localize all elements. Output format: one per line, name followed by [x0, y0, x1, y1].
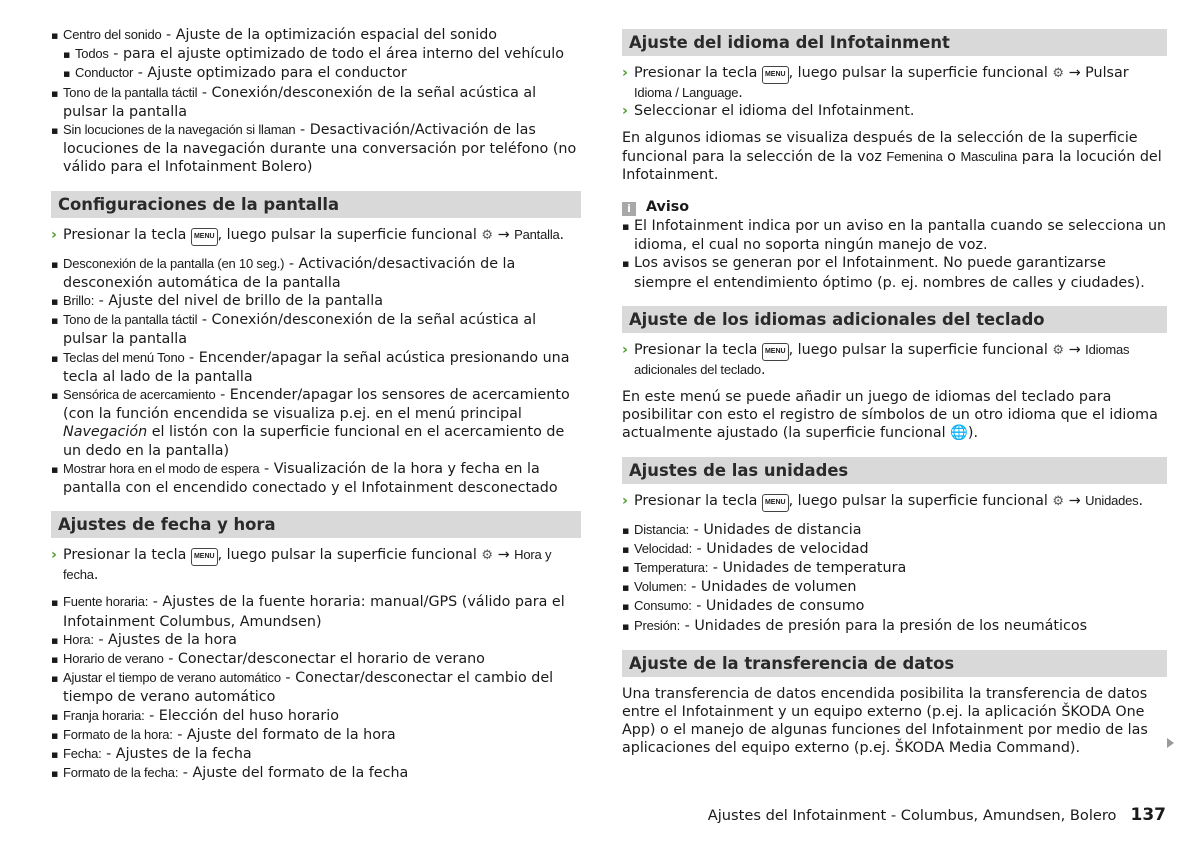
note-item: ▪ El Infotainment indica por un aviso en la pantalla cuando se selecciona un idioma, el cual no soporta ningún manejo de voz. [622, 217, 1167, 254]
settings-list [51, 593, 581, 783]
list-item: ▪ Distancia: - Unidades de distancia [622, 521, 1167, 540]
list-item: ▪ Sensórica de acercamiento - Encender/apagar los sensores de acercamiento (con la función encendida se visualiza p.ej. en el menú principal Navegación el listón con la superficie funcional en el acercamiento de un dedo en la pantalla) [51, 386, 581, 460]
step-chevron-icon: › [622, 341, 628, 358]
list-item: ▪ Mostrar hora en el modo de espera - Visualización de la hora y fecha en la pantalla con el encendido conectado y el Infotainment desconectado [51, 460, 581, 497]
gear-icon: ⚙ [481, 227, 494, 243]
note-item: ▪ Los avisos se generan por el Infotainment. No puede garantizarse siempre el entendimiento óptimo (p. ej. nombres de calles y ciudades). [622, 254, 1167, 291]
menu-key-icon: MENU [191, 228, 218, 246]
list-item: ▪ Fuente horaria: - Ajustes de la fuente horaria: manual/GPS (válido para el Infotainment Columbus, Amundsen) [51, 593, 581, 630]
menu-key-icon: MENU [762, 66, 789, 84]
intro-list [51, 26, 581, 177]
section-heading: Ajuste del idioma del Infotainment [622, 29, 1167, 56]
paragraph: En algunos idiomas se visualiza después de la selección de la superficie funcional para la selección de la voz Femenina o Masculina para la locución del Infotainment. [622, 130, 1162, 183]
list-item: ▪ Brillo: - Ajuste del nivel de brillo de la pantalla [51, 292, 581, 311]
instruction-step: › Presionar la tecla MENU , luego pulsar la superficie funcional ⚙ → Pantalla. [51, 226, 581, 246]
list-item: ▪ Todos - para el ajuste optimizado de todo el área interno del vehículo [51, 45, 581, 64]
settings-list [51, 255, 581, 498]
list-item: ▪ Formato de la hora: - Ajuste del formato de la hora [51, 726, 581, 745]
section-heading: Ajuste de la transferencia de datos [622, 650, 1167, 677]
paragraph: Una transferencia de datos encendida posibilita la transferencia de datos entre el Infotainment y un equipo externo (p.ej. la aplicación ŠKODA One App) o el manejo de algunas funciones del Infotainment por medio de las aplicaciones del equipo externo (p.ej. ŠKODA Media Command). [622, 685, 1148, 757]
section-heading: Ajustes de fecha y hora [51, 511, 581, 538]
list-item: ▪ Teclas del menú Tono - Encender/apagar la señal acústica presionando una tecla al lado de la pantalla [51, 349, 581, 386]
units-list [622, 521, 1167, 636]
list-item: ▪ Ajustar el tiempo de verano automático - Conectar/desconectar el cambio del tiempo de verano automático [51, 669, 581, 706]
right-column [622, 29, 1167, 758]
continue-triangle-icon [1167, 738, 1174, 748]
list-item: ▪ Franja horaria: - Elección del huso horario [51, 707, 581, 726]
gear-icon: ⚙ [1052, 66, 1065, 81]
step-chevron-icon: › [51, 226, 57, 243]
list-item: ▪ Conductor - Ajuste optimizado para el conductor [51, 64, 581, 83]
gear-icon: ⚙ [1052, 493, 1065, 509]
gear-icon: ⚙ [1052, 342, 1065, 358]
list-item: ▪ Tono de la pantalla táctil - Conexión/desconexión de la señal acústica al pulsar la pantalla [51, 311, 581, 348]
page-number: 137 [1130, 805, 1166, 825]
section-heading: Ajustes de las unidades [622, 457, 1167, 484]
menu-key-icon: MENU [762, 343, 789, 361]
menu-key-icon: MENU [762, 494, 789, 512]
instruction-step: › Presionar la tecla MENU , luego pulsar la superficie funcional ⚙ → Hora y fecha. [51, 547, 552, 584]
list-item: ▪ Velocidad: - Unidades de velocidad [622, 540, 1167, 559]
note-heading: i Aviso [622, 197, 1167, 217]
left-column [51, 26, 581, 784]
list-item: ▪ Presión: - Unidades de presión para la presión de los neumáticos [622, 617, 1167, 636]
gear-icon: ⚙ [481, 548, 494, 564]
list-item: ▪ Sin locuciones de la navegación si llaman - Desactivación/Activación de las locuciones de la navegación durante una conversación por teléfono (no válido para el Infotainment Bolero) [51, 121, 581, 177]
step-chevron-icon: › [622, 103, 628, 120]
paragraph: En este menú se puede añadir un juego de idiomas del teclado para posibilitar con esto el registro de símbolos de un otro idioma que el idioma actualmente ajustado (la superficie funcional 🌐). [622, 389, 1158, 442]
list-item: ▪ Consumo: - Unidades de consumo [622, 597, 1167, 616]
step-chevron-icon: › [622, 65, 628, 81]
section-heading: Ajuste de los idiomas adicionales del teclado [622, 306, 1167, 333]
page-footer [708, 805, 1166, 825]
instruction-step: › Presionar la tecla MENU , luego pulsar la superficie funcional ⚙ → Unidades. [622, 492, 1167, 512]
menu-key-icon: MENU [191, 548, 218, 566]
instruction-step: › Presionar la tecla MENU , luego pulsar la superficie funcional ⚙ → Pulsar Idioma / Language. [622, 65, 1129, 101]
step-chevron-icon: › [51, 547, 57, 564]
list-item: ▪ Temperatura: - Unidades de temperatura [622, 559, 1167, 578]
list-item: ▪ Formato de la fecha: - Ajuste del formato de la fecha [51, 764, 581, 783]
footer-title: Ajustes del Infotainment - Columbus, Amundsen, Bolero [707, 807, 1117, 824]
list-item: ▪ Horario de verano - Conectar/desconectar el horario de verano [51, 650, 581, 669]
instruction-step: › Presionar la tecla MENU , luego pulsar la superficie funcional ⚙ → Idiomas adicionales del teclado. [622, 341, 1130, 378]
list-item: ▪ Centro del sonido - Ajuste de la optimización espacial del sonido [51, 26, 581, 45]
instruction-step: › Seleccionar el idioma del Infotainment. [622, 103, 915, 120]
info-icon: i [622, 202, 636, 216]
list-item: ▪ Desconexión de la pantalla (en 10 seg.) - Activación/desactivación de la desconexión automática de la pantalla [51, 255, 581, 292]
globe-icon: 🌐 [950, 425, 968, 442]
list-item: ▪ Volumen: - Unidades de volumen [622, 578, 1167, 597]
list-item: ▪ Tono de la pantalla táctil - Conexión/desconexión de la señal acústica al pulsar la pantalla [51, 84, 581, 121]
step-chevron-icon: › [622, 492, 628, 509]
list-item: ▪ Hora: - Ajustes de la hora [51, 631, 581, 650]
list-item: ▪ Fecha: - Ajustes de la fecha [51, 745, 581, 764]
section-heading: Configuraciones de la pantalla [51, 191, 581, 218]
